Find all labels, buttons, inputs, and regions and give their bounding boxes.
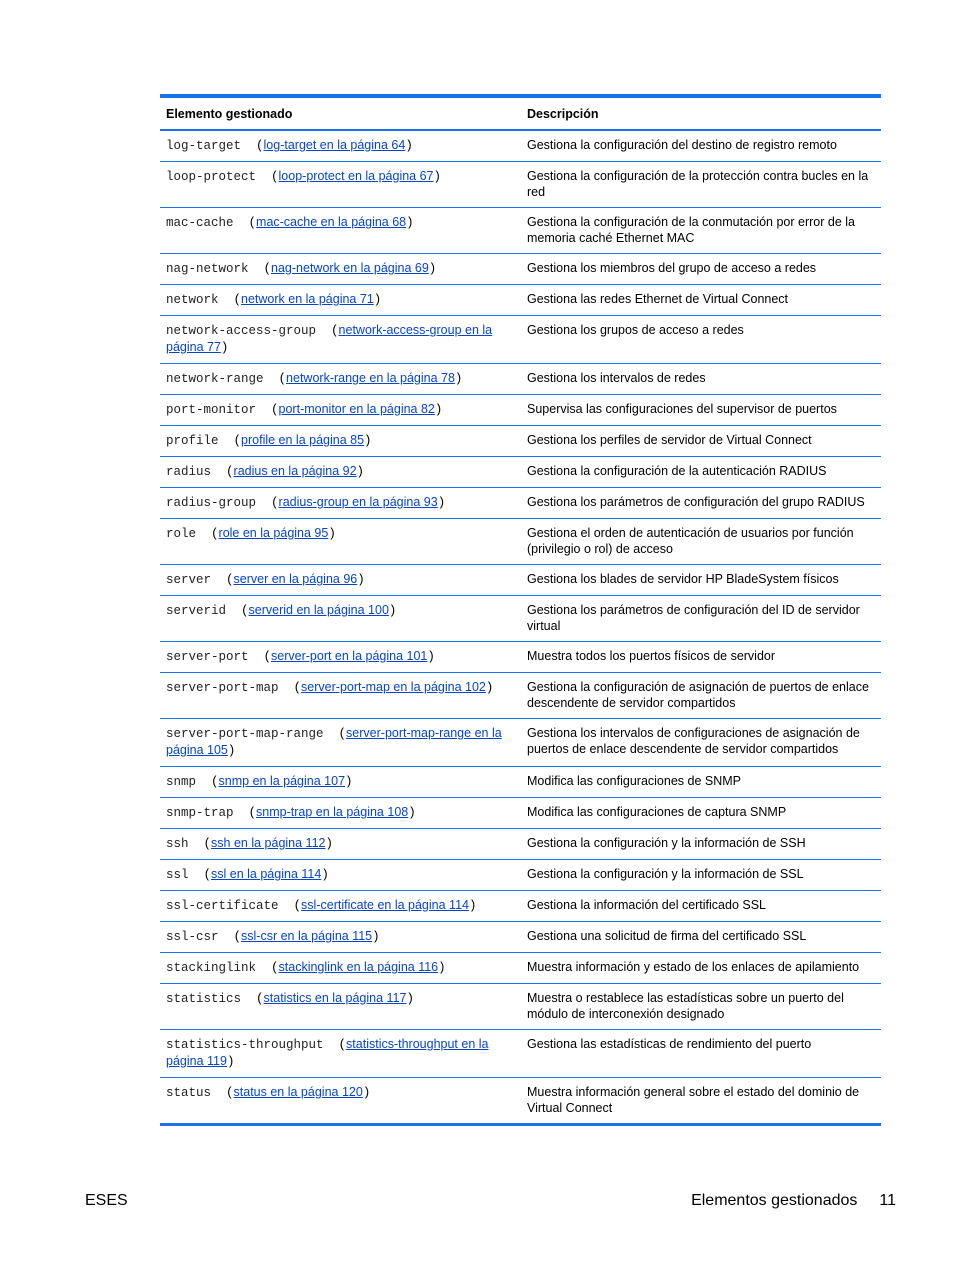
close-paren: ) — [345, 775, 353, 789]
open-paren: ( — [188, 837, 212, 851]
open-paren: ( — [241, 139, 264, 153]
element-cell — [160, 829, 521, 860]
page-reference-link[interactable]: loop-protect en la página 67 — [278, 169, 434, 183]
element-cell — [160, 1030, 521, 1078]
open-paren: ( — [211, 1086, 234, 1100]
page-reference-link[interactable]: role en la página 95 — [218, 526, 329, 540]
footer-section-title: Elementos gestionados — [691, 1192, 858, 1209]
header-description: Descripción — [521, 98, 881, 130]
command-name: snmp — [166, 775, 197, 789]
description-cell: Gestiona la configuración y la información de SSL — [521, 860, 881, 891]
page-reference-link[interactable]: port-monitor en la página 82 — [278, 402, 435, 416]
description-cell: Muestra o restablece las estadísticas sobre un puerto del módulo de interconexión designado — [521, 984, 881, 1030]
command-name: log-target — [166, 139, 242, 153]
close-paren: ) — [437, 496, 446, 510]
command-name: server-port-map — [166, 681, 279, 695]
page-reference-link[interactable]: snmp en la página 107 — [218, 774, 346, 788]
element-cell — [160, 596, 521, 642]
table-row — [160, 395, 881, 426]
description-cell: Gestiona las redes Ethernet de Virtual Connect — [521, 285, 881, 316]
close-paren: ) — [372, 930, 380, 944]
close-paren: ) — [408, 806, 416, 820]
description-cell: Muestra información y estado de los enlaces de apilamiento — [521, 953, 881, 984]
description-cell: Gestiona los grupos de acceso a redes — [521, 316, 881, 364]
table-row — [160, 208, 881, 254]
table-row — [160, 285, 881, 316]
description-cell: Gestiona la configuración de la autenticación RADIUS — [521, 457, 881, 488]
table-row — [160, 922, 881, 953]
table-header-row — [160, 98, 881, 130]
element-cell — [160, 130, 521, 162]
element-cell — [160, 488, 521, 519]
description-cell: Gestiona el orden de autenticación de usuarios por función (privilegio o rol) de acceso — [521, 519, 881, 565]
close-paren: ) — [357, 573, 365, 587]
open-paren: ( — [323, 1038, 347, 1052]
element-cell — [160, 719, 521, 767]
element-cell — [160, 642, 521, 673]
command-name: port-monitor — [166, 403, 257, 417]
table-row — [160, 860, 881, 891]
element-cell — [160, 984, 521, 1030]
command-name: server — [166, 573, 212, 587]
footer-locale: ESES — [85, 1192, 128, 1209]
close-paren: ) — [227, 744, 236, 758]
close-paren: ) — [485, 681, 494, 695]
description-cell: Gestiona las estadísticas de rendimiento del puerto — [521, 1030, 881, 1078]
command-name: ssl-certificate — [166, 899, 279, 913]
table-row — [160, 254, 881, 285]
header-element: Elemento gestionado — [160, 98, 521, 130]
command-name: loop-protect — [166, 170, 257, 184]
table-row — [160, 162, 881, 208]
description-cell: Gestiona los miembros del grupo de acceso a redes — [521, 254, 881, 285]
element-cell — [160, 673, 521, 719]
close-paren: ) — [438, 961, 446, 975]
table-row — [160, 488, 881, 519]
description-cell: Muestra información general sobre el estado del dominio de Virtual Connect — [527, 1085, 860, 1115]
open-paren: ( — [211, 465, 234, 479]
description-cell: Gestiona los parámetros de configuración del ID de servidor virtual — [521, 596, 881, 642]
open-paren: ( — [248, 262, 272, 276]
table-row — [160, 1030, 881, 1078]
page-reference-link[interactable]: server-port en la página 101 — [271, 649, 428, 663]
open-paren: ( — [278, 681, 302, 695]
close-paren: ) — [356, 465, 365, 479]
page-reference-link[interactable]: statistics-throughput en la página 119 — [166, 1037, 489, 1068]
page-reference-link[interactable]: profile en la página 85 — [241, 433, 365, 447]
page-reference-link[interactable]: mac-cache en la página 68 — [256, 215, 407, 229]
open-paren: ( — [211, 573, 234, 587]
page-reference-link[interactable]: network-range en la página 78 — [286, 371, 455, 385]
description-cell: Gestiona los blades de servidor HP BladeSystem físicos — [521, 565, 881, 596]
open-paren: ( — [248, 650, 272, 664]
element-cell — [160, 798, 521, 829]
description-cell: Modifica las configuraciones de SNMP — [521, 767, 881, 798]
element-cell — [160, 316, 521, 364]
page-reference-link[interactable]: log-target en la página 64 — [263, 138, 406, 152]
description-cell: Muestra todos los puertos físicos de servidor — [521, 642, 881, 673]
page-reference-link[interactable]: serverid en la página 100 — [248, 603, 389, 617]
description-cell: Gestiona los intervalos de configuraciones de asignación de puertos de enlace descendente de servidor compartidos — [521, 719, 881, 767]
open-paren: ( — [256, 496, 279, 510]
close-paren: ) — [434, 403, 443, 417]
element-cell — [160, 922, 521, 953]
open-paren: ( — [256, 961, 279, 975]
description-cell: Gestiona la configuración y la información de SSH — [521, 829, 881, 860]
table-row — [160, 719, 881, 767]
element-cell — [160, 953, 521, 984]
table-row — [160, 642, 881, 673]
description-cell: Gestiona la configuración del destino de registro remoto — [521, 130, 881, 162]
page-reference-link[interactable]: ssl-certificate en la página 114 — [301, 898, 469, 912]
table-row — [160, 457, 881, 488]
open-paren: ( — [196, 527, 219, 541]
command-name: network — [166, 293, 219, 307]
open-paren: ( — [226, 604, 249, 618]
open-paren: ( — [256, 170, 279, 184]
description-cell: Supervisa las configuraciones del supervisor de puertos — [521, 395, 881, 426]
element-cell — [160, 767, 521, 798]
close-paren: ) — [433, 170, 442, 184]
close-paren: ) — [226, 1055, 235, 1069]
close-paren: ) — [373, 293, 382, 307]
page-reference-link[interactable]: ssh en la página 112 — [211, 836, 326, 850]
command-name: status — [166, 1086, 212, 1100]
table-row — [160, 767, 881, 798]
open-paren: ( — [196, 775, 219, 789]
description-cell: Gestiona la configuración de asignación de puertos de enlace descendente de servidor compartidos — [521, 673, 881, 719]
managed-elements-table-wrapper — [160, 94, 881, 1126]
page-reference-link[interactable]: nag-network en la página 69 — [271, 261, 429, 275]
close-paren: ) — [406, 216, 414, 230]
element-cell — [160, 860, 521, 891]
close-paren: ) — [321, 868, 329, 882]
command-name: profile — [166, 434, 219, 448]
open-paren: ( — [256, 403, 279, 417]
table-row — [160, 953, 881, 984]
element-cell — [160, 565, 521, 596]
description-cell: Gestiona la configuración de la conmutación por error de la memoria caché Ethernet MAC — [521, 208, 881, 254]
element-cell — [160, 254, 521, 285]
open-paren: ( — [218, 434, 242, 448]
element-cell — [160, 519, 521, 565]
open-paren: ( — [241, 992, 264, 1006]
description-cell: Gestiona una solicitud de firma del certificado SSL — [521, 922, 881, 953]
close-paren: ) — [454, 372, 463, 386]
footer-section — [691, 1192, 896, 1210]
command-name: network-access-group — [166, 324, 317, 338]
page-reference-link[interactable]: radius en la página 92 — [233, 464, 357, 478]
page-number: 11 — [879, 1192, 896, 1209]
description-cell: Gestiona los perfiles de servidor de Virtual Connect — [521, 426, 881, 457]
description-cell: Gestiona los parámetros de configuración del grupo RADIUS — [521, 488, 881, 519]
description-cell: Gestiona los intervalos de redes — [521, 364, 881, 395]
table-row — [160, 1078, 881, 1124]
command-name: radius-group — [166, 496, 257, 510]
element-cell — [160, 426, 521, 457]
table-row — [160, 673, 881, 719]
close-paren: ) — [362, 1086, 371, 1100]
command-name: statistics-throughput — [166, 1038, 324, 1052]
table-row — [160, 565, 881, 596]
element-cell — [160, 457, 521, 488]
page-reference-link[interactable]: server-port-map-range en la página 105 — [166, 726, 502, 757]
page-reference-link[interactable]: ssl-csr en la página 115 — [241, 929, 373, 943]
command-name: nag-network — [166, 262, 249, 276]
page-reference-link[interactable]: network-access-group en la página 77 — [166, 323, 493, 354]
command-name: ssl-csr — [166, 930, 219, 944]
open-paren: ( — [218, 930, 242, 944]
open-paren: ( — [218, 293, 242, 307]
close-paren: ) — [220, 341, 229, 355]
table-body — [160, 130, 881, 1123]
page-reference-link[interactable]: stackinglink en la página 116 — [278, 960, 439, 974]
open-paren: ( — [188, 868, 212, 882]
command-name: serverid — [166, 604, 227, 618]
table-row — [160, 891, 881, 922]
table-row — [160, 130, 881, 162]
close-paren: ) — [388, 604, 397, 618]
close-paren: ) — [405, 139, 413, 153]
element-cell — [160, 285, 521, 316]
open-paren: ( — [323, 727, 347, 741]
close-paren: ) — [328, 527, 336, 541]
table-row — [160, 798, 881, 829]
table-row — [160, 364, 881, 395]
element-cell — [160, 364, 521, 395]
table-row — [160, 519, 881, 565]
command-name: statistics — [166, 992, 242, 1006]
table-row — [160, 426, 881, 457]
element-cell — [160, 162, 521, 208]
open-paren: ( — [233, 216, 257, 230]
close-paren: ) — [428, 262, 437, 276]
page-reference-link[interactable]: snmp-trap en la página 108 — [256, 805, 409, 819]
close-paren: ) — [427, 650, 435, 664]
page-reference-link[interactable]: server-port-map en la página 102 — [301, 680, 486, 694]
open-paren: ( — [278, 899, 302, 913]
command-name: role — [166, 527, 197, 541]
page-reference-link[interactable]: ssl en la página 114 — [211, 867, 322, 881]
close-paren: ) — [325, 837, 333, 851]
table-row — [160, 984, 881, 1030]
page-reference-link[interactable]: server en la página 96 — [233, 572, 358, 586]
element-cell — [160, 395, 521, 426]
page-reference-link[interactable]: network en la página 71 — [241, 292, 374, 306]
table-row — [160, 596, 881, 642]
element-cell — [160, 891, 521, 922]
open-paren: ( — [316, 324, 339, 338]
command-name: ssh — [166, 837, 189, 851]
table-row — [160, 829, 881, 860]
close-paren: ) — [364, 434, 372, 448]
open-paren: ( — [263, 372, 287, 386]
open-paren: ( — [233, 806, 257, 820]
description-cell: Gestiona la información del certificado SSL — [521, 891, 881, 922]
command-name: server-port-map-range — [166, 727, 324, 741]
command-name: radius — [166, 465, 212, 479]
command-name: snmp-trap — [166, 806, 234, 820]
page-reference-link[interactable]: status en la página 120 — [233, 1085, 363, 1099]
close-paren: ) — [406, 992, 414, 1006]
element-cell — [160, 208, 521, 254]
command-name: ssl — [166, 868, 189, 882]
managed-elements-table — [160, 98, 881, 1123]
page-reference-link[interactable]: statistics en la página 117 — [263, 991, 407, 1005]
element-cell — [160, 1078, 521, 1124]
description-cell: Gestiona la configuración de la protección contra bucles en la red — [521, 162, 881, 208]
description-cell: Modifica las configuraciones de captura SNMP — [521, 798, 881, 829]
command-name: mac-cache — [166, 216, 234, 230]
command-name: server-port — [166, 650, 249, 664]
table-row — [160, 316, 881, 364]
command-name: stackinglink — [166, 961, 257, 975]
command-name: network-range — [166, 372, 264, 386]
page-reference-link[interactable]: radius-group en la página 93 — [278, 495, 438, 509]
close-paren: ) — [468, 899, 477, 913]
